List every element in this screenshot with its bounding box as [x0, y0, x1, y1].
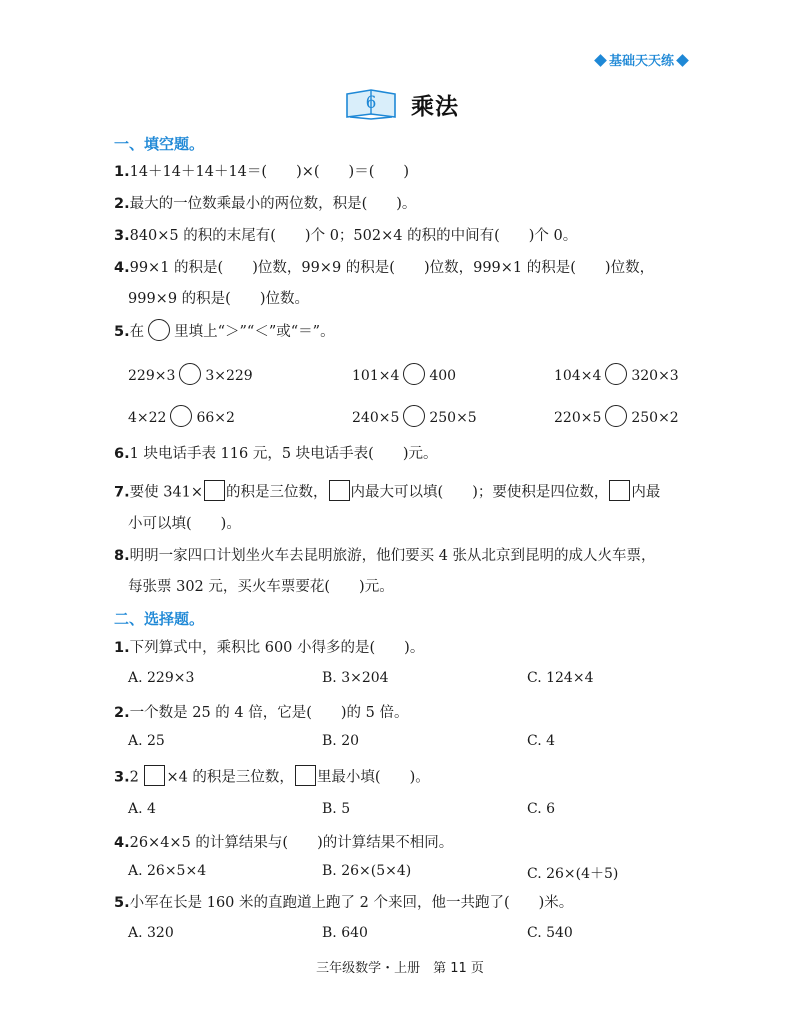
compare-item	[352, 407, 477, 429]
question-2-1	[114, 638, 424, 658]
option-b[interactable]: B. 20	[322, 733, 360, 749]
question-number: 5.	[114, 324, 130, 340]
question-text: 840×5 的积的末尾有( )个 0；502×4 的积的中间有( )个 0。	[129, 228, 578, 244]
question-1-8	[114, 546, 656, 566]
question-2-5	[114, 893, 573, 913]
badge-label: 基础天天练	[609, 54, 675, 69]
compare-left: 101×4	[352, 368, 400, 384]
question-1-8-line2: 每张票 302 元，买火车票要花( )元。	[128, 579, 394, 595]
question-text: 明明一家四口计划坐火车去昆明旅游，他们要买 4 张从北京到昆明的成人火车票，	[129, 548, 656, 564]
question-text: 最大的一位数乘最小的两位数，积是( )。	[129, 196, 417, 212]
question-text: 小军在长是 160 米的直跑道上跑了 2 个来回，他一共跑了( )米。	[129, 895, 574, 911]
compare-left: 220×5	[554, 410, 602, 426]
question-text: 里填上“＞”“＜”或“＝”。	[174, 324, 335, 340]
answer-box[interactable]	[295, 765, 316, 786]
option-b[interactable]: B. 3×204	[322, 670, 389, 686]
unit-number: 6	[365, 93, 377, 113]
compare-circle[interactable]	[170, 405, 192, 427]
question-text: 2	[129, 769, 139, 786]
question-number: 1.	[114, 164, 130, 180]
question-text: 要使 341×	[129, 484, 204, 501]
diamond-icon	[676, 54, 689, 67]
page-footer: 三年级数学・上册 第 11 页	[316, 961, 484, 976]
section-heading-choice: 二、选择题。	[114, 610, 205, 628]
option-a[interactable]: A. 4	[128, 801, 156, 817]
option-c[interactable]: C. 26×(4＋5)	[527, 866, 619, 882]
question-text: 一个数是 25 的 4 倍，它是( )的 5 倍。	[129, 705, 409, 721]
compare-left: 104×4	[554, 368, 602, 384]
compare-left: 240×5	[352, 410, 400, 426]
option-c[interactable]: C. 4	[527, 733, 556, 749]
question-1-3	[114, 226, 577, 246]
question-number: 3.	[114, 228, 130, 244]
option-b[interactable]: B. 5	[322, 801, 351, 817]
question-text: 26×4×5 的计算结果与( )的计算结果不相同。	[129, 835, 454, 851]
answer-box[interactable]	[329, 480, 350, 501]
question-number: 7.	[114, 484, 130, 501]
question-text: 14＋14＋14＋14＝( )×( )＝( )	[129, 164, 410, 180]
question-1-2	[114, 194, 416, 214]
header-badge	[592, 52, 691, 72]
question-2-3	[114, 767, 430, 788]
compare-right: 250×2	[631, 410, 679, 426]
section-heading-fill: 一、填空题。	[114, 135, 205, 153]
compare-left: 229×3	[128, 368, 176, 384]
compare-circle[interactable]	[148, 319, 170, 341]
compare-circle[interactable]	[605, 363, 627, 385]
compare-item	[554, 365, 679, 387]
answer-box[interactable]	[144, 765, 165, 786]
answer-box[interactable]	[204, 480, 225, 501]
compare-item	[128, 407, 235, 429]
compare-right: 250×5	[429, 410, 477, 426]
compare-left: 4×22	[128, 410, 167, 426]
question-1-7	[114, 482, 660, 503]
compare-right: 320×3	[631, 368, 679, 384]
compare-circle[interactable]	[403, 405, 425, 427]
question-1-7-line2: 小可以填( )。	[128, 516, 241, 532]
option-a[interactable]: A. 320	[128, 925, 174, 941]
question-text: 内最	[631, 484, 661, 501]
option-c[interactable]: C. 6	[527, 801, 556, 817]
question-text: 在	[129, 324, 145, 340]
question-text: ×4 的积是三位数，	[166, 769, 294, 786]
option-b[interactable]: B. 26×(5×4)	[322, 863, 412, 879]
question-number: 4.	[114, 835, 130, 851]
compare-right: 66×2	[196, 410, 235, 426]
compare-item	[128, 365, 253, 387]
diamond-icon	[594, 54, 607, 67]
answer-box[interactable]	[609, 480, 630, 501]
compare-circle[interactable]	[403, 363, 425, 385]
option-c[interactable]: C. 540	[527, 925, 573, 941]
option-a[interactable]: A. 25	[128, 733, 165, 749]
question-text: 内最大可以填( )；要使积是四位数，	[350, 484, 609, 501]
question-1-1	[114, 162, 409, 182]
question-number: 4.	[114, 260, 130, 276]
question-number: 5.	[114, 895, 130, 911]
option-b[interactable]: B. 640	[322, 925, 368, 941]
compare-circle[interactable]	[179, 363, 201, 385]
question-2-4	[114, 833, 453, 853]
question-number: 2.	[114, 705, 130, 721]
compare-item	[554, 407, 679, 429]
question-1-4-line2: 999×9 的积是( )位数。	[128, 291, 309, 307]
question-number: 2.	[114, 196, 130, 212]
question-1-5	[114, 321, 335, 343]
compare-circle[interactable]	[605, 405, 627, 427]
question-number: 6.	[114, 446, 130, 462]
question-number: 3.	[114, 769, 130, 786]
option-a[interactable]: A. 26×5×4	[128, 863, 207, 879]
option-a[interactable]: A. 229×3	[128, 670, 195, 686]
question-text: 下列算式中，乘积比 600 小得多的是( )。	[129, 640, 425, 656]
question-number: 1.	[114, 640, 130, 656]
compare-item	[352, 365, 456, 387]
option-c[interactable]: C. 124×4	[527, 670, 594, 686]
page-title: 乘法	[411, 94, 459, 120]
question-text: 1 块电话手表 116 元，5 块电话手表( )元。	[129, 446, 438, 462]
compare-right: 400	[429, 368, 457, 384]
question-text: 里最小填( )。	[316, 769, 430, 786]
book-icon	[345, 86, 397, 120]
question-text: 的积是三位数，	[226, 484, 328, 501]
compare-right: 3×229	[205, 368, 253, 384]
question-2-2	[114, 703, 408, 723]
question-number: 8.	[114, 548, 130, 564]
question-text: 99×1 的积是( )位数，99×9 的积是( )位数，999×1 的积是( )位数，	[129, 260, 655, 276]
question-1-6	[114, 444, 438, 464]
question-1-4	[114, 258, 654, 278]
